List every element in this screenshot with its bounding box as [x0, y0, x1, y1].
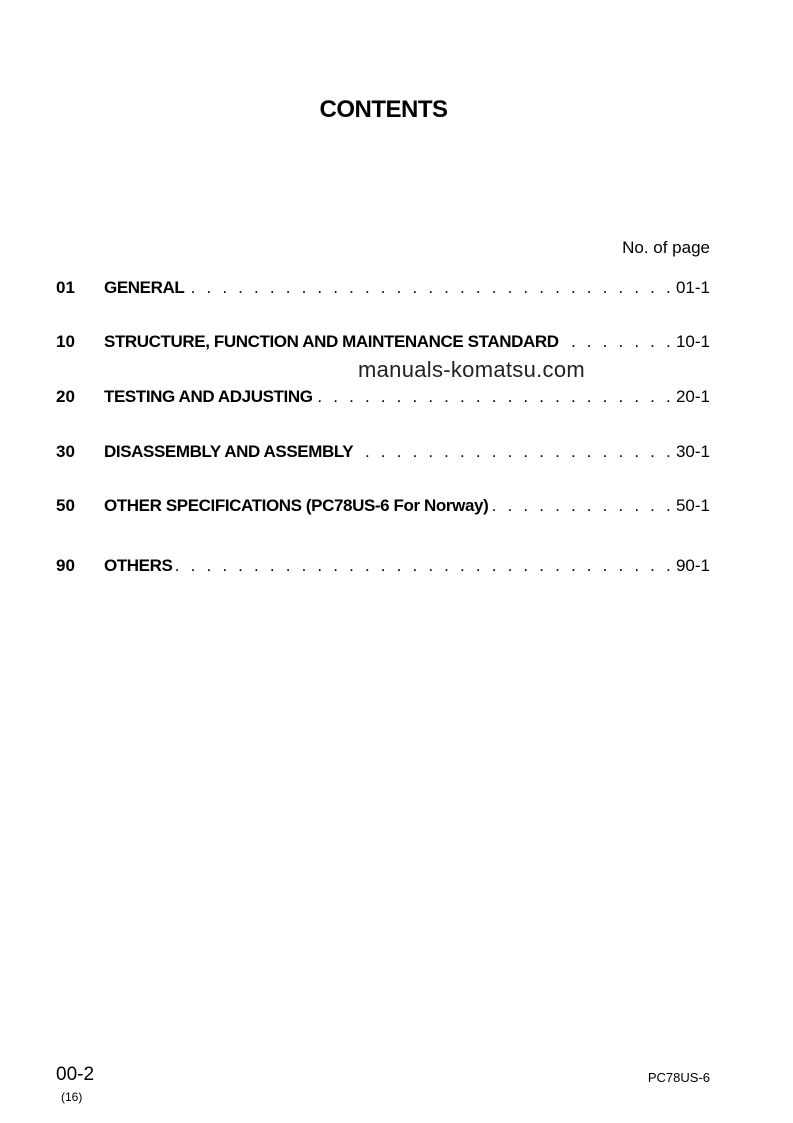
entry-label: STRUCTURE, FUNCTION AND MAINTENANCE STANDARD	[104, 332, 559, 351]
entry-label: TESTING AND ADJUSTING	[104, 387, 313, 406]
column-header: No. of page	[622, 238, 710, 257]
entry-label: OTHERS	[104, 556, 173, 575]
entry-page: 10-1	[675, 332, 710, 351]
entry-number: 50	[56, 496, 75, 515]
toc-entry[interactable]	[56, 386, 710, 408]
dot-leader	[174, 555, 674, 577]
entry-label: DISASSEMBLY AND ASSEMBLY	[104, 442, 354, 461]
entry-number: 01	[56, 278, 75, 297]
footer-model: PC78US-6	[647, 1070, 710, 1085]
entry-page: 90-1	[675, 556, 710, 575]
footer-revision: (16)	[61, 1090, 83, 1104]
dot-leader	[490, 495, 674, 517]
entry-label: OTHER SPECIFICATIONS (PC78US-6 For Norway)	[104, 496, 489, 515]
entry-label: GENERAL	[104, 278, 185, 297]
entry-number: 10	[56, 332, 75, 351]
page-title: CONTENTS	[319, 96, 448, 123]
entry-page: 01-1	[675, 278, 710, 297]
entry-page: 50-1	[675, 496, 710, 515]
toc-entry[interactable]	[56, 441, 710, 463]
entry-page: 30-1	[675, 442, 710, 461]
dot-leader	[315, 386, 674, 408]
entry-page: 20-1	[675, 387, 710, 406]
toc-entry[interactable]	[56, 277, 710, 299]
toc-entry[interactable]	[56, 555, 710, 577]
entry-number: 30	[56, 442, 75, 461]
dot-leader	[355, 441, 674, 463]
watermark: manuals-komatsu.com	[358, 357, 585, 382]
dot-leader	[561, 331, 674, 353]
footer-page-number: 00-2	[56, 1064, 95, 1085]
toc-entry[interactable]	[56, 331, 710, 353]
dot-leader	[186, 277, 674, 299]
toc-entry[interactable]	[56, 495, 710, 517]
entry-number: 90	[56, 556, 75, 575]
entry-number: 20	[56, 387, 75, 406]
